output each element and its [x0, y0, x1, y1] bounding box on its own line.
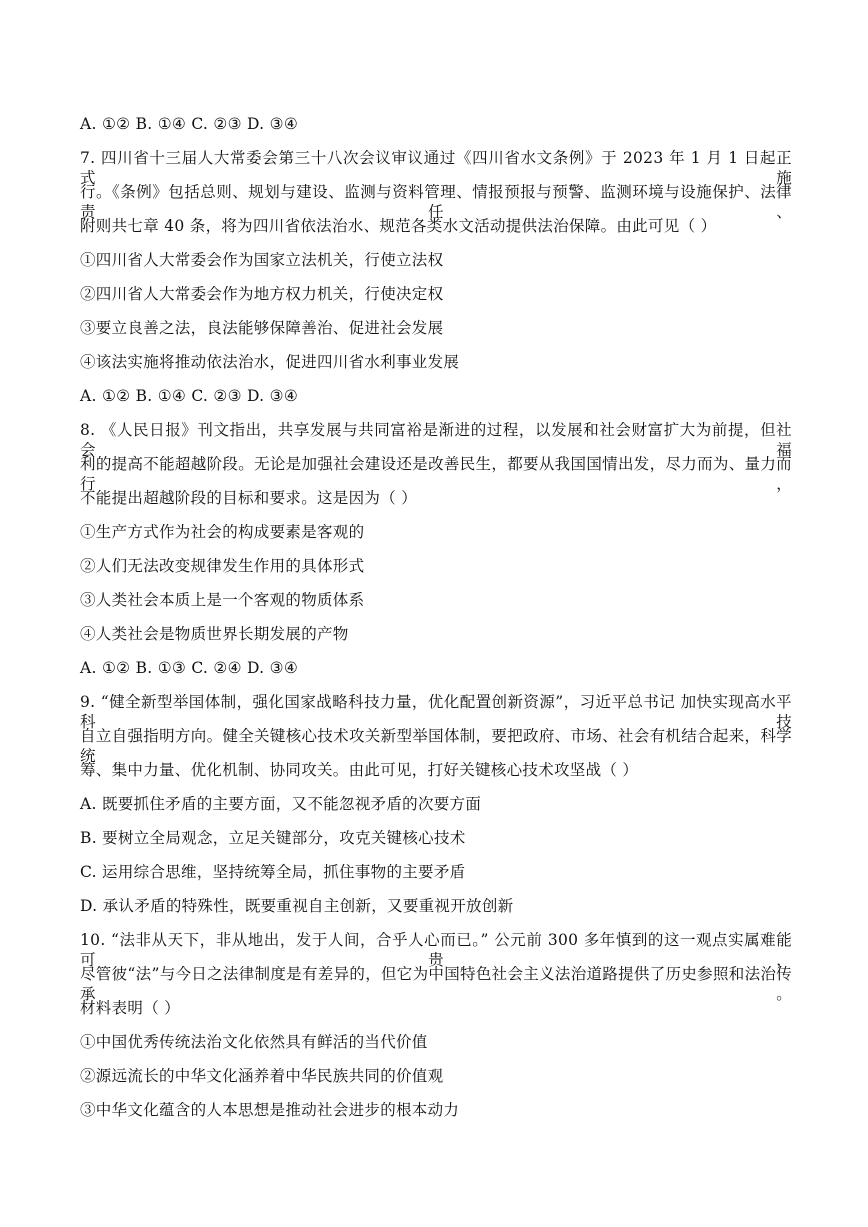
q9-stem-line-1: 9. “健全新型举国体制，强化国家战略科技力量，优化配置创新资源”，习近平总书记 加快实现高水平科技: [80, 693, 792, 731]
q10-statement-2: ②源远流长的中华文化涵养着中华民族共同的价值观: [80, 1067, 444, 1085]
q8-answer-options: A. ①② B. ①③ C. ②④ D. ③④: [80, 659, 299, 677]
q7-stem-line-1: 7. 四川省十三届人大常委会第三十八次会议审议通过《四川省水文条例》于 2023 年 1 月 1 日起正式施: [80, 149, 792, 187]
q10-stem-line-3: 材料表明（ ）: [80, 999, 181, 1017]
q9-option-c: C. 运用综合思维，坚持统筹全局，抓住事物的主要矛盾: [80, 863, 466, 881]
q7-answer-options: A. ①② B. ①④ C. ②③ D. ③④: [80, 387, 299, 405]
q8-statement-3: ③人类社会本质上是一个客观的物质体系: [80, 591, 365, 609]
q10-stem-line-1: 10. “法非从天下，非从地出，发于人间，合乎人心而已。” 公元前 300 多年慎到的这一观点实属难能可贵，: [80, 931, 792, 969]
q8-stem-line-3: 不能提出超越阶段的目标和要求。这是因为（ ）: [80, 489, 418, 507]
q10-stem-line-2: 尽管彼“法”与今日之法律制度是有差异的，但它为中国特色社会主义法治道路提供了历史参照和法治传承。: [80, 965, 792, 1003]
q8-statement-1: ①生产方式作为社会的构成要素是客观的: [80, 523, 365, 541]
q8-stem-line-2: 利的提高不能超越阶段。无论是加强社会建设还是改善民生，都要从我国国情出发，尽力而为、量力而行，: [80, 455, 792, 493]
q7-stem-line-3: 附则共七章 40 条，将为四川省依法治水、规范各类水文活动提供法治保障。由此可见（ ）: [80, 217, 717, 235]
q9-stem-line-3: 筹、集中力量、优化机制、协同攻关。由此可见，打好关键核心技术攻坚战（ ）: [80, 761, 639, 779]
q10-statement-3: ③中华文化蕴含的人本思想是推动社会进步的根本动力: [80, 1101, 460, 1119]
q8-statement-2: ②人们无法改变规律发生作用的具体形式: [80, 557, 365, 575]
q8-stem-line-1: 8. 《人民日报》刊文指出，共享发展与共同富裕是渐进的过程，以发展和社会财富扩大为前提，但社会福: [80, 421, 792, 459]
q8-statement-4: ④人类社会是物质世界长期发展的产物: [80, 625, 349, 643]
q7-stem-line-2: 行。《条例》包括总则、规划与建设、监测与资料管理、情报预报与预警、监测环境与设施保护、法律责任、: [80, 183, 792, 221]
q9-option-b: B. 要树立全局观念，立足关键部分，攻克关键核心技术: [80, 829, 466, 847]
q9-option-a: A. 既要抓住矛盾的主要方面，又不能忽视矛盾的次要方面: [80, 795, 482, 813]
q7-statement-3: ③要立良善之法，良法能够保障善治、促进社会发展: [80, 319, 444, 337]
q7-statement-2: ②四川省人大常委会作为地方权力机关，行使决定权: [80, 285, 444, 303]
q7-statement-4: ④该法实施将推动依法治水，促进四川省水利事业发展: [80, 353, 460, 371]
q9-option-d: D. 承认矛盾的特殊性，既要重视自主创新，又要重视开放创新: [80, 897, 514, 915]
q7-statement-1: ①四川省人大常委会作为国家立法机关，行使立法权: [80, 251, 444, 269]
q10-statement-1: ①中国优秀传统法治文化依然具有鲜活的当代价值: [80, 1033, 428, 1051]
q9-stem-line-2: 自立自强指明方向。健全关键核心技术攻关新型举国体制，要把政府、市场、社会有机结合起来，科学统: [80, 727, 792, 765]
q6-answer-options: A. ①② B. ①④ C. ②③ D. ③④: [80, 115, 299, 133]
